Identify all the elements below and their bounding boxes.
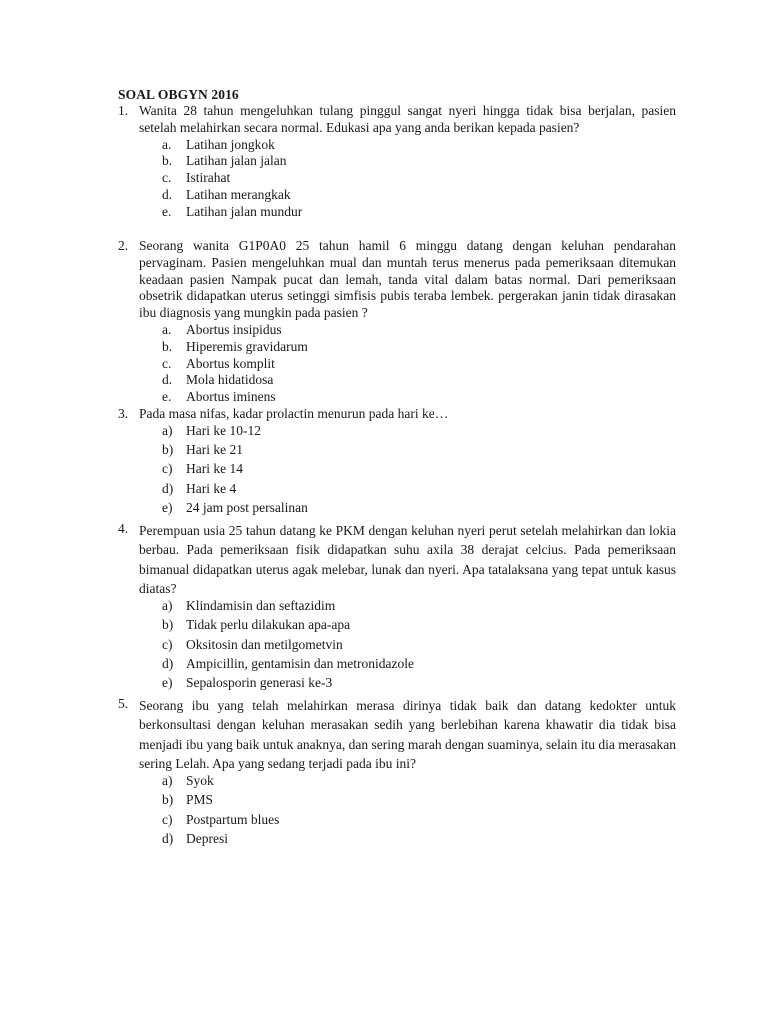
option-letter: e) xyxy=(162,675,173,691)
option-item xyxy=(118,461,676,480)
question-number: 1. xyxy=(118,103,129,118)
option-item xyxy=(118,389,676,406)
question-number: 4. xyxy=(118,521,129,536)
option-letter: b) xyxy=(162,442,174,458)
option-letter: b. xyxy=(162,153,173,169)
option-text: Latihan jalan mundur xyxy=(186,203,303,219)
option-item xyxy=(118,372,676,389)
question-text: Wanita 28 tahun mengeluhkan tulang pinggul sangat nyeri hingga tidak bisa berjalan, pasien setelah melahirkan secara normal. Edukasi apa yang anda berikan kepada pasien? xyxy=(139,103,676,135)
option-item xyxy=(118,617,676,636)
question-5 xyxy=(118,696,676,850)
option-item xyxy=(118,481,676,500)
document-title: SOAL OBGYN 2016 xyxy=(118,87,239,102)
option-letter: a) xyxy=(162,598,173,614)
option-letter: e. xyxy=(162,203,172,219)
option-text: Klindamisin dan seftazidim xyxy=(186,598,336,614)
option-item xyxy=(118,322,676,339)
option-letter: b. xyxy=(162,338,173,354)
option-list xyxy=(118,322,676,406)
option-letter: a) xyxy=(162,773,173,789)
option-letter: a. xyxy=(162,136,172,152)
option-letter: a. xyxy=(162,321,172,337)
option-text: Tidak perlu dilakukan apa-apa xyxy=(186,617,351,633)
option-item xyxy=(118,153,676,170)
option-item xyxy=(118,773,676,792)
option-text: Depresi xyxy=(186,831,228,847)
option-text: Latihan merangkak xyxy=(186,186,291,202)
option-letter: d) xyxy=(162,656,174,672)
option-letter: d. xyxy=(162,186,173,202)
option-item xyxy=(118,598,676,617)
option-item xyxy=(118,339,676,356)
option-item xyxy=(118,792,676,811)
question-3 xyxy=(118,406,676,519)
option-letter: b) xyxy=(162,617,174,633)
option-item xyxy=(118,187,676,204)
option-item xyxy=(118,423,676,442)
option-item xyxy=(118,831,676,850)
option-text: Postpartum blues xyxy=(186,811,280,827)
option-list xyxy=(118,137,676,221)
option-list xyxy=(118,598,676,694)
option-item xyxy=(118,812,676,831)
option-item xyxy=(118,204,676,221)
option-letter: a) xyxy=(162,422,173,438)
question-number: 2. xyxy=(118,238,129,253)
option-item xyxy=(118,137,676,154)
option-text: Abortus iminens xyxy=(186,389,276,405)
option-letter: c. xyxy=(162,170,172,186)
question-text: Seorang wanita G1P0A0 25 tahun hamil 6 minggu datang dengan keluhan pendarahan pervaginam. Pasien mengeluhkan mual dan muntah terus menerus pada pemeriksaan ditemukan keadaan pasien Nampak pucat dan lemah, tanda vital dalam batas normal. Dari pemeriksaan obsetrik didapatkan uterus setinggi simfisis pubis teraba lembek. pergerakan janin tidak dirasakan ibu diagnosis yang mungkin pada pasien ? xyxy=(139,238,676,321)
option-item xyxy=(118,637,676,656)
option-item xyxy=(118,656,676,675)
option-text: Oksitosin dan metilgometvin xyxy=(186,636,343,652)
option-text: PMS xyxy=(186,792,214,808)
option-text: Hari ke 21 xyxy=(186,442,243,458)
question-4 xyxy=(118,521,676,695)
option-text: Abortus insipidus xyxy=(186,321,282,337)
option-text: Syok xyxy=(186,773,214,789)
question-2 xyxy=(118,238,676,406)
option-letter: c) xyxy=(162,811,173,827)
option-item xyxy=(118,675,676,694)
option-text: Latihan jongkok xyxy=(186,136,275,152)
option-text: Latihan jalan jalan xyxy=(186,153,287,169)
option-letter: d. xyxy=(162,372,173,388)
question-number: 5. xyxy=(118,696,129,711)
option-item xyxy=(118,356,676,373)
option-text: Hiperemis gravidarum xyxy=(186,338,308,354)
option-letter: e. xyxy=(162,389,172,405)
option-item xyxy=(118,442,676,461)
option-text: Sepalosporin generasi ke-3 xyxy=(186,675,333,691)
option-text: 24 jam post persalinan xyxy=(186,499,308,515)
question-text: Seorang ibu yang telah melahirkan merasa dirinya tidak baik dan datang kedokter untuk berkonsultasi dengan keluhan merasakan sedih yang berlebihan karena khawatir dia tidak bisa menjadi ibu yang baik untuk anaknya, dan sering marah dengan suaminya, selain itu dia merasakan sering Lelah. Apa yang sedang terjadi pada ibu ini? xyxy=(139,698,676,771)
option-text: Abortus komplit xyxy=(186,355,275,371)
option-letter: e) xyxy=(162,499,173,515)
option-item xyxy=(118,500,676,519)
option-letter: d) xyxy=(162,480,174,496)
question-number: 3. xyxy=(118,406,129,421)
option-text: Istirahat xyxy=(186,170,231,186)
option-letter: d) xyxy=(162,831,174,847)
option-text: Hari ke 4 xyxy=(186,480,237,496)
question-text: Perempuan usia 25 tahun datang ke PKM dengan keluhan nyeri perut setelah melahirkan dan lokia berbau. Pada pemeriksaan fisik didapatkan suhu axila 38 derajat celcius. Pada pemeriksaan bimanual didapatkan uterus agak melebar, lunak dan nyeri. Apa tatalaksana yang tepat untuk kasus diatas? xyxy=(139,523,676,596)
option-text: Hari ke 14 xyxy=(186,461,243,477)
option-item xyxy=(118,170,676,187)
option-list xyxy=(118,423,676,519)
option-letter: c. xyxy=(162,355,172,371)
question-text: Pada masa nifas, kadar prolactin menurun pada hari ke… xyxy=(139,406,449,421)
option-text: Mola hidatidosa xyxy=(186,372,274,388)
option-text: Hari ke 10-12 xyxy=(186,422,261,438)
option-list xyxy=(118,773,676,850)
option-letter: c) xyxy=(162,461,173,477)
option-letter: c) xyxy=(162,636,173,652)
option-text: Ampicillin, gentamisin dan metronidazole xyxy=(186,656,414,672)
option-letter: b) xyxy=(162,792,174,808)
question-1 xyxy=(118,103,676,221)
